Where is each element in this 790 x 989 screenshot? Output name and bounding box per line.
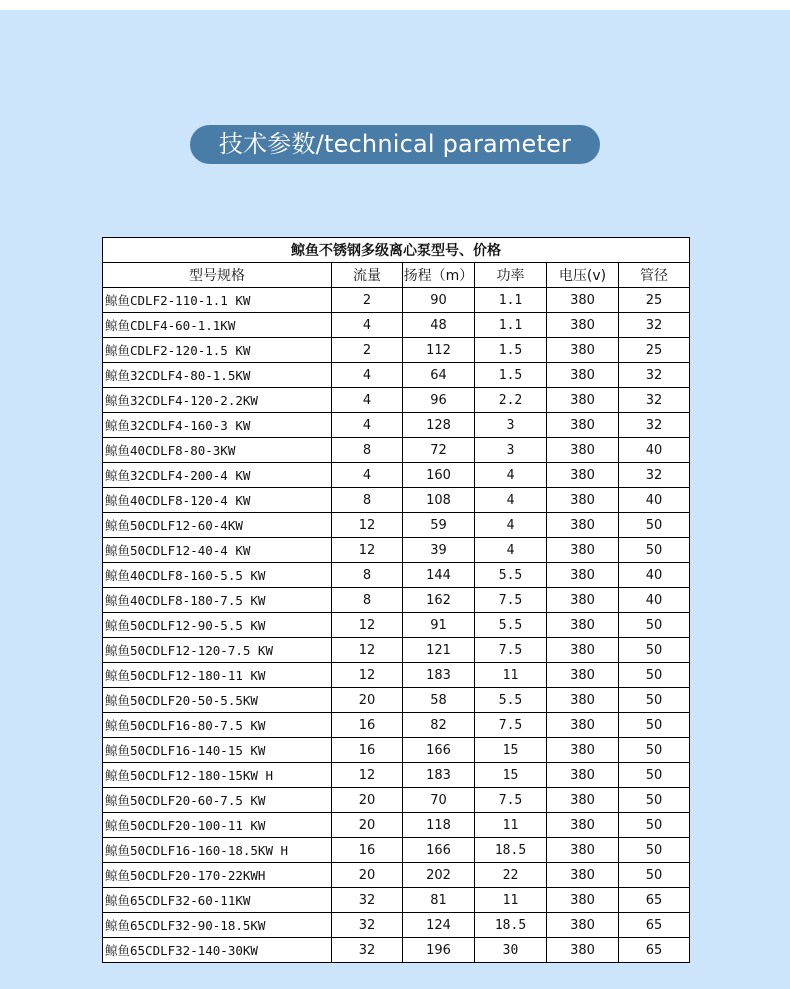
table-row bbox=[103, 888, 690, 913]
cell-pipe-diameter: 32 bbox=[619, 413, 690, 438]
cell-flow: 32 bbox=[332, 938, 403, 963]
cell-voltage: 380 bbox=[547, 438, 619, 463]
cell-flow: 12 bbox=[332, 613, 403, 638]
cell-head: 58 bbox=[403, 688, 475, 713]
cell-flow: 20 bbox=[332, 813, 403, 838]
cell-head: 166 bbox=[403, 738, 475, 763]
cell-pipe-diameter: 50 bbox=[619, 863, 690, 888]
parameter-table bbox=[102, 237, 690, 963]
cell-model: 鲸鱼40CDLF8-120-4 KW bbox=[103, 488, 332, 513]
cell-model: 鲸鱼50CDLF16-140-15 KW bbox=[103, 738, 332, 763]
cell-power: 4 bbox=[475, 538, 547, 563]
cell-pipe-diameter: 32 bbox=[619, 388, 690, 413]
cell-model: 鲸鱼50CDLF12-120-7.5 KW bbox=[103, 638, 332, 663]
cell-pipe-diameter: 50 bbox=[619, 713, 690, 738]
cell-flow: 32 bbox=[332, 888, 403, 913]
cell-pipe-diameter: 65 bbox=[619, 888, 690, 913]
cell-power: 18.5 bbox=[475, 913, 547, 938]
cell-pipe-diameter: 50 bbox=[619, 663, 690, 688]
cell-pipe-diameter: 40 bbox=[619, 563, 690, 588]
table-row bbox=[103, 763, 690, 788]
cell-flow: 12 bbox=[332, 513, 403, 538]
cell-flow: 20 bbox=[332, 788, 403, 813]
cell-model: 鲸鱼50CDLF16-160-18.5KW H bbox=[103, 838, 332, 863]
table-row bbox=[103, 613, 690, 638]
cell-voltage: 380 bbox=[547, 488, 619, 513]
table-row bbox=[103, 338, 690, 363]
table-row bbox=[103, 863, 690, 888]
cell-power: 18.5 bbox=[475, 838, 547, 863]
header-pipe-diameter: 管径 bbox=[619, 263, 690, 288]
cell-pipe-diameter: 50 bbox=[619, 788, 690, 813]
cell-pipe-diameter: 50 bbox=[619, 513, 690, 538]
cell-power: 15 bbox=[475, 738, 547, 763]
cell-pipe-diameter: 65 bbox=[619, 938, 690, 963]
cell-model: 鲸鱼50CDLF12-90-5.5 KW bbox=[103, 613, 332, 638]
cell-head: 70 bbox=[403, 788, 475, 813]
cell-model: 鲸鱼CDLF2-120-1.5 KW bbox=[103, 338, 332, 363]
cell-voltage: 380 bbox=[547, 563, 619, 588]
cell-model: 鲸鱼50CDLF20-170-22KWH bbox=[103, 863, 332, 888]
cell-power: 7.5 bbox=[475, 638, 547, 663]
cell-voltage: 380 bbox=[547, 613, 619, 638]
cell-power: 1.5 bbox=[475, 363, 547, 388]
cell-pipe-diameter: 50 bbox=[619, 613, 690, 638]
cell-flow: 20 bbox=[332, 688, 403, 713]
cell-power: 5.5 bbox=[475, 613, 547, 638]
cell-model: 鲸鱼CDLF2-110-1.1 KW bbox=[103, 288, 332, 313]
cell-flow: 4 bbox=[332, 413, 403, 438]
table-row bbox=[103, 838, 690, 863]
cell-power: 3 bbox=[475, 413, 547, 438]
header-power: 功率 bbox=[475, 263, 547, 288]
cell-head: 128 bbox=[403, 413, 475, 438]
cell-voltage: 380 bbox=[547, 288, 619, 313]
cell-flow: 4 bbox=[332, 388, 403, 413]
cell-flow: 20 bbox=[332, 863, 403, 888]
cell-head: 72 bbox=[403, 438, 475, 463]
cell-voltage: 380 bbox=[547, 463, 619, 488]
table-row bbox=[103, 813, 690, 838]
cell-voltage: 380 bbox=[547, 313, 619, 338]
cell-model: 鲸鱼50CDLF12-180-11 KW bbox=[103, 663, 332, 688]
cell-pipe-diameter: 50 bbox=[619, 813, 690, 838]
cell-power: 11 bbox=[475, 663, 547, 688]
cell-flow: 8 bbox=[332, 588, 403, 613]
cell-voltage: 380 bbox=[547, 938, 619, 963]
cell-voltage: 380 bbox=[547, 738, 619, 763]
cell-flow: 12 bbox=[332, 538, 403, 563]
cell-head: 118 bbox=[403, 813, 475, 838]
cell-voltage: 380 bbox=[547, 538, 619, 563]
cell-head: 183 bbox=[403, 763, 475, 788]
cell-model: 鲸鱼50CDLF20-100-11 KW bbox=[103, 813, 332, 838]
table-row bbox=[103, 438, 690, 463]
top-white-strip bbox=[0, 0, 790, 10]
cell-model: 鲸鱼32CDLF4-120-2.2KW bbox=[103, 388, 332, 413]
table-row bbox=[103, 488, 690, 513]
cell-head: 90 bbox=[403, 288, 475, 313]
cell-flow: 4 bbox=[332, 363, 403, 388]
cell-pipe-diameter: 32 bbox=[619, 313, 690, 338]
cell-power: 7.5 bbox=[475, 788, 547, 813]
table-row bbox=[103, 913, 690, 938]
cell-power: 11 bbox=[475, 813, 547, 838]
cell-pipe-diameter: 40 bbox=[619, 588, 690, 613]
cell-model: 鲸鱼40CDLF8-180-7.5 KW bbox=[103, 588, 332, 613]
table-body bbox=[103, 288, 690, 963]
table-row bbox=[103, 313, 690, 338]
cell-head: 160 bbox=[403, 463, 475, 488]
cell-head: 81 bbox=[403, 888, 475, 913]
cell-model: 鲸鱼50CDLF12-60-4KW bbox=[103, 513, 332, 538]
cell-flow: 16 bbox=[332, 838, 403, 863]
cell-head: 183 bbox=[403, 663, 475, 688]
cell-power: 22 bbox=[475, 863, 547, 888]
table-row bbox=[103, 688, 690, 713]
cell-model: 鲸鱼65CDLF32-60-11KW bbox=[103, 888, 332, 913]
cell-voltage: 380 bbox=[547, 363, 619, 388]
table-row bbox=[103, 938, 690, 963]
table-row bbox=[103, 638, 690, 663]
cell-head: 112 bbox=[403, 338, 475, 363]
header-model: 型号规格 bbox=[103, 263, 332, 288]
cell-model: 鲸鱼50CDLF16-80-7.5 KW bbox=[103, 713, 332, 738]
cell-voltage: 380 bbox=[547, 863, 619, 888]
cell-model: 鲸鱼32CDLF4-200-4 KW bbox=[103, 463, 332, 488]
cell-power: 30 bbox=[475, 938, 547, 963]
cell-power: 7.5 bbox=[475, 588, 547, 613]
cell-flow: 2 bbox=[332, 338, 403, 363]
cell-voltage: 380 bbox=[547, 838, 619, 863]
cell-head: 162 bbox=[403, 588, 475, 613]
cell-head: 82 bbox=[403, 713, 475, 738]
cell-flow: 8 bbox=[332, 438, 403, 463]
cell-model: 鲸鱼40CDLF8-80-3KW bbox=[103, 438, 332, 463]
cell-head: 59 bbox=[403, 513, 475, 538]
cell-pipe-diameter: 40 bbox=[619, 488, 690, 513]
cell-power: 5.5 bbox=[475, 688, 547, 713]
cell-voltage: 380 bbox=[547, 688, 619, 713]
table-row bbox=[103, 463, 690, 488]
cell-model: 鲸鱼40CDLF8-160-5.5 KW bbox=[103, 563, 332, 588]
cell-pipe-diameter: 50 bbox=[619, 538, 690, 563]
cell-voltage: 380 bbox=[547, 788, 619, 813]
cell-head: 91 bbox=[403, 613, 475, 638]
cell-flow: 4 bbox=[332, 463, 403, 488]
cell-pipe-diameter: 25 bbox=[619, 288, 690, 313]
cell-pipe-diameter: 32 bbox=[619, 363, 690, 388]
cell-voltage: 380 bbox=[547, 763, 619, 788]
cell-flow: 16 bbox=[332, 713, 403, 738]
cell-pipe-diameter: 50 bbox=[619, 688, 690, 713]
table-row bbox=[103, 588, 690, 613]
cell-power: 4 bbox=[475, 488, 547, 513]
cell-flow: 12 bbox=[332, 763, 403, 788]
cell-voltage: 380 bbox=[547, 813, 619, 838]
cell-voltage: 380 bbox=[547, 338, 619, 363]
cell-voltage: 380 bbox=[547, 663, 619, 688]
cell-power: 1.1 bbox=[475, 313, 547, 338]
cell-power: 1.5 bbox=[475, 338, 547, 363]
cell-pipe-diameter: 32 bbox=[619, 463, 690, 488]
cell-flow: 16 bbox=[332, 738, 403, 763]
cell-pipe-diameter: 50 bbox=[619, 738, 690, 763]
cell-voltage: 380 bbox=[547, 588, 619, 613]
table-row bbox=[103, 563, 690, 588]
cell-head: 39 bbox=[403, 538, 475, 563]
cell-power: 4 bbox=[475, 463, 547, 488]
cell-voltage: 380 bbox=[547, 638, 619, 663]
cell-head: 108 bbox=[403, 488, 475, 513]
cell-flow: 8 bbox=[332, 488, 403, 513]
cell-model: 鲸鱼CDLF4-60-1.1KW bbox=[103, 313, 332, 338]
header-flow: 流量 bbox=[332, 263, 403, 288]
cell-head: 48 bbox=[403, 313, 475, 338]
table-row bbox=[103, 413, 690, 438]
cell-model: 鲸鱼65CDLF32-90-18.5KW bbox=[103, 913, 332, 938]
cell-power: 7.5 bbox=[475, 713, 547, 738]
table-row bbox=[103, 738, 690, 763]
cell-head: 202 bbox=[403, 863, 475, 888]
cell-power: 4 bbox=[475, 513, 547, 538]
table-row bbox=[103, 513, 690, 538]
cell-voltage: 380 bbox=[547, 388, 619, 413]
table-row bbox=[103, 363, 690, 388]
cell-head: 96 bbox=[403, 388, 475, 413]
cell-flow: 4 bbox=[332, 313, 403, 338]
table-row bbox=[103, 788, 690, 813]
cell-pipe-diameter: 50 bbox=[619, 638, 690, 663]
cell-head: 196 bbox=[403, 938, 475, 963]
table-title: 鲸鱼不锈钢多级离心泵型号、价格 bbox=[103, 238, 690, 263]
cell-power: 2.2 bbox=[475, 388, 547, 413]
cell-model: 鲸鱼65CDLF32-140-30KW bbox=[103, 938, 332, 963]
table-title-row bbox=[103, 238, 690, 263]
cell-model: 鲸鱼50CDLF20-60-7.5 KW bbox=[103, 788, 332, 813]
cell-head: 121 bbox=[403, 638, 475, 663]
cell-flow: 32 bbox=[332, 913, 403, 938]
cell-head: 144 bbox=[403, 563, 475, 588]
table-row bbox=[103, 288, 690, 313]
cell-power: 5.5 bbox=[475, 563, 547, 588]
cell-voltage: 380 bbox=[547, 713, 619, 738]
table-header-row bbox=[103, 263, 690, 288]
section-title-banner: 技术参数/technical parameter bbox=[190, 125, 600, 164]
cell-pipe-diameter: 40 bbox=[619, 438, 690, 463]
cell-head: 64 bbox=[403, 363, 475, 388]
cell-head: 124 bbox=[403, 913, 475, 938]
cell-model: 鲸鱼32CDLF4-160-3 KW bbox=[103, 413, 332, 438]
cell-pipe-diameter: 50 bbox=[619, 838, 690, 863]
header-head: 扬程（m） bbox=[403, 263, 475, 288]
cell-flow: 2 bbox=[332, 288, 403, 313]
cell-flow: 12 bbox=[332, 638, 403, 663]
cell-model: 鲸鱼32CDLF4-80-1.5KW bbox=[103, 363, 332, 388]
cell-voltage: 380 bbox=[547, 413, 619, 438]
cell-power: 3 bbox=[475, 438, 547, 463]
cell-flow: 8 bbox=[332, 563, 403, 588]
cell-model: 鲸鱼50CDLF12-40-4 KW bbox=[103, 538, 332, 563]
table-row bbox=[103, 388, 690, 413]
cell-power: 11 bbox=[475, 888, 547, 913]
table-row bbox=[103, 538, 690, 563]
cell-pipe-diameter: 65 bbox=[619, 913, 690, 938]
header-voltage: 电压(v) bbox=[547, 263, 619, 288]
cell-voltage: 380 bbox=[547, 913, 619, 938]
cell-model: 鲸鱼50CDLF20-50-5.5KW bbox=[103, 688, 332, 713]
cell-power: 15 bbox=[475, 763, 547, 788]
cell-flow: 12 bbox=[332, 663, 403, 688]
cell-voltage: 380 bbox=[547, 513, 619, 538]
cell-model: 鲸鱼50CDLF12-180-15KW H bbox=[103, 763, 332, 788]
table-row bbox=[103, 663, 690, 688]
table-row bbox=[103, 713, 690, 738]
cell-pipe-diameter: 50 bbox=[619, 763, 690, 788]
cell-head: 166 bbox=[403, 838, 475, 863]
parameter-table-container bbox=[102, 237, 689, 963]
cell-voltage: 380 bbox=[547, 888, 619, 913]
cell-power: 1.1 bbox=[475, 288, 547, 313]
cell-pipe-diameter: 25 bbox=[619, 338, 690, 363]
